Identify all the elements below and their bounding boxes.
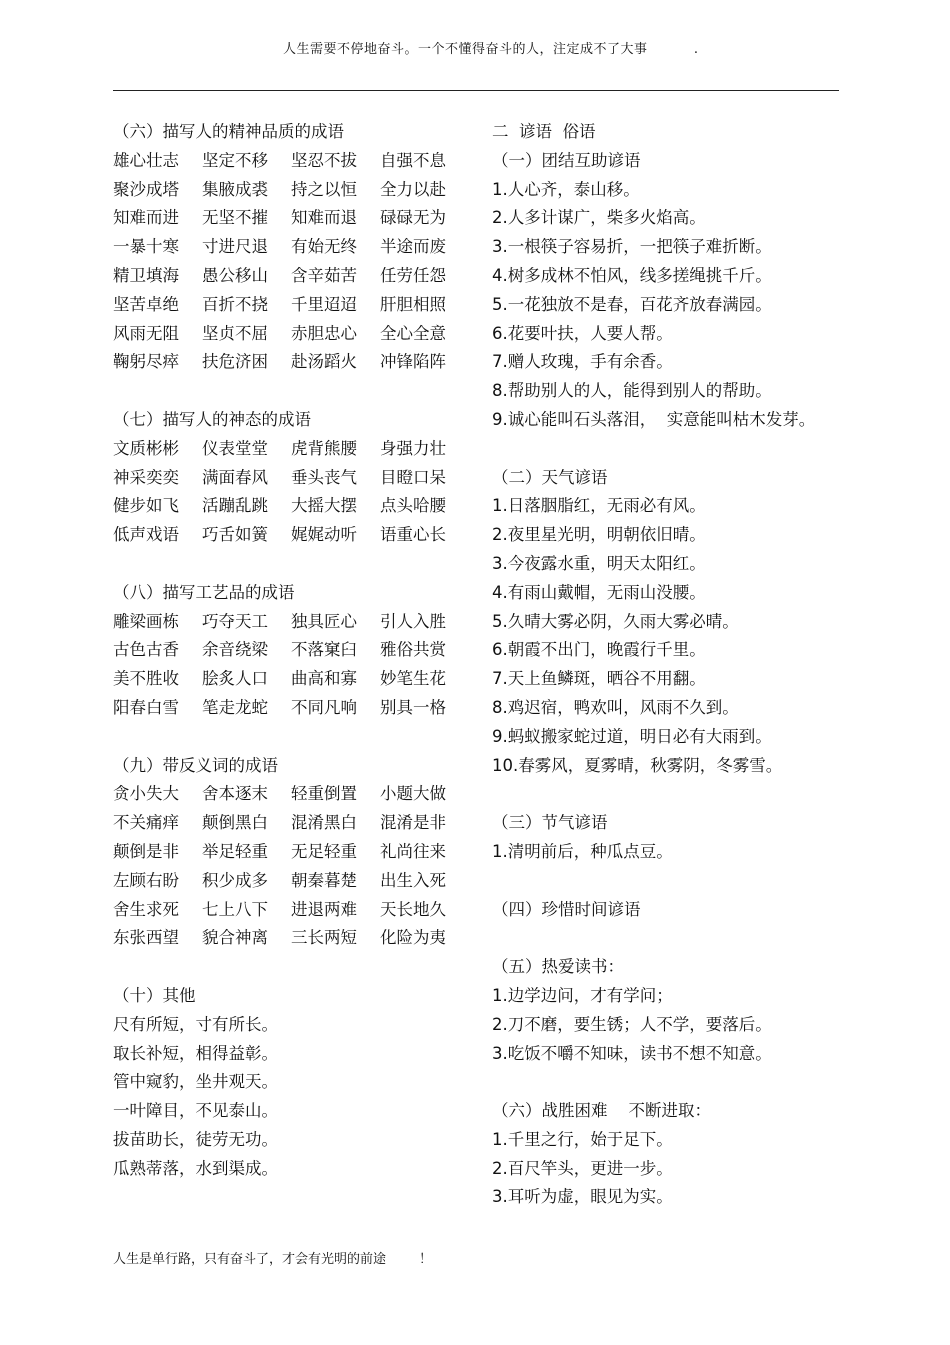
- idiom: 含辛茹苦: [291, 265, 357, 285]
- idiom: 精卫填海: [113, 265, 179, 285]
- section-title: （八）描写工艺品的成语: [113, 582, 295, 602]
- proverb-item: 3.今夜露水重，明天太阳红。: [492, 553, 706, 573]
- idiom: 妙笔生花: [380, 669, 446, 689]
- idiom: 不关痛痒: [113, 813, 179, 833]
- idiom: 鞠躬尽瘁: [113, 352, 179, 372]
- idiom: 舍本逐末: [202, 784, 268, 804]
- idiom: 全心全意: [380, 323, 446, 343]
- proverb-item: 1.千里之行，始于足下。: [492, 1129, 673, 1149]
- idiom-row: [113, 291, 463, 320]
- idiom-row: [113, 464, 463, 493]
- idiom: 大摇大摆: [291, 496, 357, 516]
- proverb-item: 2.刀不磨，要生锈；人不学，要落后。: [492, 1014, 772, 1034]
- idiom: 半途而废: [380, 237, 446, 257]
- idiom: 雕梁画栋: [113, 611, 179, 631]
- idiom-row: [113, 694, 463, 723]
- idiom: 独具匠心: [291, 611, 357, 631]
- idiom: 无坚不摧: [202, 208, 268, 228]
- idiom-row: [113, 521, 463, 550]
- idiom: 巧夺天工: [202, 611, 268, 631]
- idiom: 引人入胜: [380, 611, 446, 631]
- proverb-item: 8.鸡迟宿，鸭欢叫，风雨不久到。: [492, 697, 739, 717]
- idiom: 混淆黑白: [291, 813, 357, 833]
- idiom: 贪小失大: [113, 784, 179, 804]
- proverb-item: 7.赠人玫瑰，手有余香。: [492, 352, 673, 372]
- proverb-item: 6.朝霞不出门，晚霞行千里。: [492, 640, 706, 660]
- idiom: 不落窠臼: [291, 640, 357, 660]
- idiom: 化险为夷: [380, 928, 446, 948]
- idiom: 雅俗共赏: [380, 640, 446, 660]
- idiom: 出生入死: [380, 870, 446, 890]
- idiom: 赤胆忠心: [291, 323, 357, 343]
- idiom: 垂头丧气: [291, 467, 357, 487]
- proverb-item: 1.日落胭脂红，无雨必有风。: [492, 496, 706, 516]
- idiom: 愚公移山: [202, 265, 268, 285]
- idiom: 风雨无阻: [113, 323, 179, 343]
- proverb-item: 1.边学边问，才有学问；: [492, 985, 673, 1005]
- chapter-title: 二 谚语 俗语: [492, 122, 596, 141]
- idiom: 知难而退: [291, 208, 357, 228]
- spacer: [113, 550, 463, 579]
- section-title: （六）战胜困难 不断进取：: [492, 1101, 711, 1121]
- idiom: 碌碌无为: [380, 208, 446, 228]
- idiom: 聚沙成塔: [113, 179, 179, 199]
- idiom: 朝秦暮楚: [291, 870, 357, 890]
- idiom: 寸进尺退: [202, 237, 268, 257]
- idiom-row: [113, 435, 463, 464]
- idiom: 全力以赴: [380, 179, 446, 199]
- idiom-row: [113, 665, 463, 694]
- idiom: 脍炙人口: [202, 669, 268, 689]
- idiom-row: [113, 608, 463, 637]
- idiom: 满面春风: [202, 467, 268, 487]
- idiom: 虎背熊腰: [291, 438, 357, 458]
- idiom-row: [113, 492, 463, 521]
- idiom-row: [113, 838, 463, 867]
- section-title: （一）团结互助谚语: [492, 150, 641, 170]
- idiom-table-s6: [113, 147, 463, 377]
- idiom: 余音绕梁: [202, 640, 268, 660]
- idiom: 身强力壮: [380, 438, 446, 458]
- spacer: [113, 723, 463, 752]
- idiom: 舍生求死: [113, 899, 179, 919]
- idiom: 自强不息: [380, 150, 446, 170]
- idiom: 礼尚往来: [380, 841, 446, 861]
- idiom: 坚定不移: [202, 150, 268, 170]
- idiom: 不同凡响: [291, 697, 357, 717]
- idiom-table-s7: [113, 435, 463, 550]
- section-title: （十）其他: [113, 985, 196, 1005]
- idiom: 巧舌如簧: [202, 525, 268, 545]
- idiom: 语重心长: [380, 525, 446, 545]
- idiom: 冲锋陷阵: [380, 352, 446, 372]
- proverb-item: 5.一花独放不是春，百花齐放春满园。: [492, 294, 772, 314]
- idiom: 有始无终: [291, 237, 357, 257]
- idiom: 任劳任怨: [380, 265, 446, 285]
- proverb-item: 10.春雾风，夏雾晴，秋雾阴，冬雾雪。: [492, 755, 783, 775]
- idiom: 七上八下: [202, 899, 268, 919]
- page-footer: 人生是单行路，只有奋斗了，才会有光明的前途 ！: [113, 1252, 433, 1267]
- idiom-row: [113, 348, 463, 377]
- idiom: 笔走龙蛇: [202, 697, 268, 717]
- idiom: 阳春白雪: [113, 697, 179, 717]
- saying-item: 尺有所短，寸有所长。: [113, 1014, 278, 1034]
- idiom: 仪表堂堂: [202, 438, 268, 458]
- proverb-item: 4.树多成林不怕风，线多搓绳挑千斤。: [492, 265, 772, 285]
- idiom: 轻重倒置: [291, 784, 357, 804]
- idiom: 低声戏语: [113, 525, 179, 545]
- idiom: 目瞪口呆: [380, 467, 446, 487]
- idiom-row: [113, 204, 463, 233]
- proverb-item: 9.蚂蚁搬家蛇过道，明日必有大雨到。: [492, 726, 772, 746]
- idiom-row: [113, 636, 463, 665]
- idiom-table-s8: [113, 608, 463, 723]
- idiom: 文质彬彬: [113, 438, 179, 458]
- proverb-item: 2.人多计谋广，柴多火焰高。: [492, 208, 706, 228]
- proverb-item: 7.天上鱼鳞斑，晒谷不用翻。: [492, 669, 706, 689]
- page-header: [113, 38, 839, 91]
- proverb-item: 2.百尺竿头，更进一步。: [492, 1158, 673, 1178]
- idiom: 东张西望: [113, 928, 179, 948]
- header-motto: 人生需要不停地奋斗。一个不懂得奋斗的人，注定成不了大事 .: [283, 42, 699, 57]
- idiom: 持之以恒: [291, 179, 357, 199]
- proverb-item: 1.人心齐，泰山移。: [492, 179, 640, 199]
- section-title: （五）热爱读书：: [492, 957, 624, 977]
- idiom: 肝胆相照: [380, 294, 446, 314]
- idiom-row: [113, 147, 463, 176]
- idiom: 坚贞不屈: [202, 323, 268, 343]
- idiom: 天长地久: [380, 899, 446, 919]
- idiom: 百折不挠: [202, 294, 268, 314]
- proverb-item: 2.夜里星光明，明朝依旧晴。: [492, 525, 706, 545]
- proverb-item: 1.清明前后，种瓜点豆。: [492, 841, 673, 861]
- saying-item: 瓜熟蒂落，水到渠成。: [113, 1158, 278, 1178]
- idiom: 混淆是非: [380, 813, 446, 833]
- spacer: [113, 377, 463, 406]
- idiom: 活蹦乱跳: [202, 496, 268, 516]
- idiom: 健步如飞: [113, 496, 179, 516]
- idiom-table-s9: [113, 780, 463, 953]
- proverb-item: 9.诚心能叫石头落泪， 实意能叫枯木发芽。: [492, 409, 816, 429]
- idiom-row: [113, 780, 463, 809]
- idiom-row: [113, 896, 463, 925]
- proverb-item: 3.耳听为虚，眼见为实。: [492, 1187, 673, 1207]
- idiom: 坚苦卓绝: [113, 294, 179, 314]
- spacer: [492, 867, 852, 896]
- idiom-row: [113, 176, 463, 205]
- idiom: 美不胜收: [113, 669, 179, 689]
- proverb-item: 5.久晴大雾必阴，久雨大雾必晴。: [492, 611, 739, 631]
- idiom: 知难而进: [113, 208, 179, 228]
- left-column: [113, 118, 463, 1183]
- idiom: 积少成多: [202, 870, 268, 890]
- idiom: 颠倒是非: [113, 841, 179, 861]
- spacer: [113, 953, 463, 982]
- idiom: 神采奕奕: [113, 467, 179, 487]
- section-title: （四）珍惜时间谚语: [492, 899, 641, 919]
- idiom: 一暴十寒: [113, 237, 179, 257]
- section-title: （九）带反义词的成语: [113, 755, 278, 775]
- idiom-row: [113, 867, 463, 896]
- section-title: （三）节气谚语: [492, 813, 608, 833]
- idiom: 集腋成裘: [202, 179, 268, 199]
- idiom-row: [113, 233, 463, 262]
- section-title: （七）描写人的神态的成语: [113, 409, 311, 429]
- idiom: 赴汤蹈火: [291, 352, 357, 372]
- idiom-row: [113, 320, 463, 349]
- idiom: 娓娓动听: [291, 525, 357, 545]
- idiom: 坚忍不拔: [291, 150, 357, 170]
- idiom: 颠倒黑白: [202, 813, 268, 833]
- idiom-row: [113, 262, 463, 291]
- spacer: [492, 435, 852, 464]
- spacer: [492, 924, 852, 953]
- idiom: 扶危济困: [202, 352, 268, 372]
- spacer: [492, 1068, 852, 1097]
- saying-item: 取长补短，相得益彰。: [113, 1043, 278, 1063]
- spacer: [492, 780, 852, 809]
- idiom: 三长两短: [291, 928, 357, 948]
- right-column: [492, 118, 852, 1212]
- idiom-row: [113, 924, 463, 953]
- idiom: 别具一格: [380, 697, 446, 717]
- saying-item: 管中窥豹，坐井观天。: [113, 1072, 278, 1092]
- section-title: （六）描写人的精神品质的成语: [113, 122, 344, 141]
- idiom: 点头哈腰: [380, 496, 446, 516]
- proverb-item: 8.帮助别人的人，能得到别人的帮助。: [492, 381, 772, 401]
- saying-item: 拔苗助长，徒劳无功。: [113, 1129, 278, 1149]
- idiom-row: [113, 809, 463, 838]
- proverb-item: 3.一根筷子容易折，一把筷子难折断。: [492, 237, 772, 257]
- section-title: （二）天气谚语: [492, 467, 608, 487]
- idiom: 千里迢迢: [291, 294, 357, 314]
- idiom: 雄心壮志: [113, 150, 179, 170]
- proverb-item: 4.有雨山戴帽，无雨山没腰。: [492, 582, 706, 602]
- idiom: 左顾右盼: [113, 870, 179, 890]
- proverb-item: 3.吃饭不嚼不知味，读书不想不知意。: [492, 1043, 772, 1063]
- idiom: 古色古香: [113, 640, 179, 660]
- idiom: 进退两难: [291, 899, 357, 919]
- idiom: 举足轻重: [202, 841, 268, 861]
- idiom: 小题大做: [380, 784, 446, 804]
- saying-item: 一叶障目，不见泰山。: [113, 1101, 278, 1121]
- idiom: 曲高和寡: [291, 669, 357, 689]
- proverb-item: 6.花要叶扶，人要人帮。: [492, 323, 673, 343]
- idiom: 貌合神离: [202, 928, 268, 948]
- idiom: 无足轻重: [291, 841, 357, 861]
